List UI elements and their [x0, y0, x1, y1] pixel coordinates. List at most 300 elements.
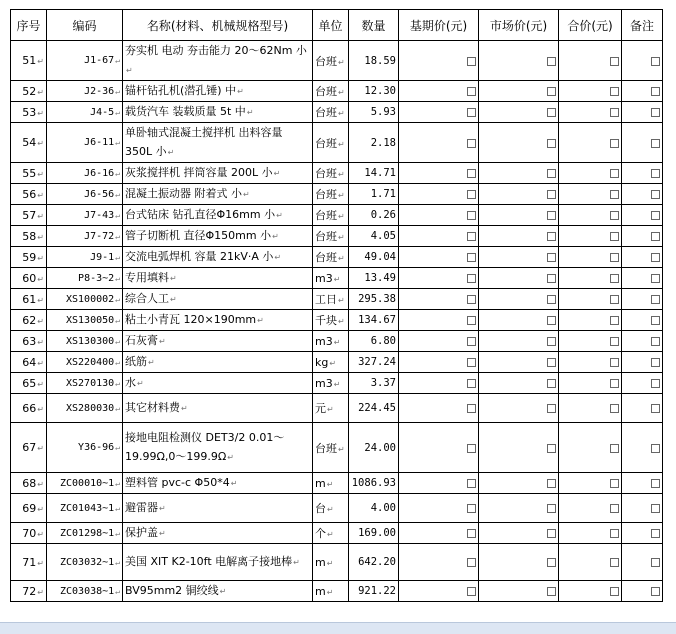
table-row — [11, 523, 663, 544]
cell-base-price[interactable] — [399, 423, 479, 473]
cell-no — [11, 163, 47, 184]
cell-no — [11, 373, 47, 394]
return-mark-icon: ↵ — [115, 138, 120, 147]
return-mark-icon: ↵ — [338, 170, 345, 179]
cell-unit — [313, 544, 349, 581]
cell-market-price[interactable] — [479, 163, 559, 184]
cell-base-price[interactable] — [399, 205, 479, 226]
return-mark-icon: ↵ — [237, 87, 244, 96]
cell-no-text: 52 — [22, 84, 37, 98]
cell-base-price[interactable] — [399, 473, 479, 494]
empty-field-box-icon — [467, 211, 476, 220]
cell-qty-text: 18.59 — [364, 54, 396, 67]
cell-code-text: J7-43 — [84, 209, 115, 221]
cell-base-price[interactable] — [399, 226, 479, 247]
cell-market-price[interactable] — [479, 394, 559, 423]
cell-qty-text: 921.22 — [358, 585, 396, 597]
empty-field-box-icon — [547, 139, 556, 148]
return-mark-icon: ↵ — [338, 254, 345, 263]
cell-market-price[interactable] — [479, 81, 559, 102]
return-mark-icon: ↵ — [333, 337, 341, 347]
cell-unit — [313, 310, 349, 331]
cell-no — [11, 81, 47, 102]
return-mark-icon: ↵ — [37, 316, 44, 326]
cell-remark[interactable] — [622, 102, 663, 123]
empty-field-box-icon — [651, 316, 660, 325]
cell-name — [123, 373, 313, 394]
cell-base-price[interactable] — [399, 102, 479, 123]
cell-total[interactable] — [559, 352, 622, 373]
cell-qty — [349, 41, 399, 81]
cell-base-price[interactable] — [399, 523, 479, 544]
empty-field-box-icon — [467, 404, 476, 413]
cell-qty — [349, 394, 399, 423]
cell-no-text: 58 — [22, 229, 37, 243]
table-row — [11, 205, 663, 226]
cell-base-price[interactable] — [399, 41, 479, 81]
cell-market-price[interactable] — [479, 205, 559, 226]
cell-remark[interactable] — [622, 184, 663, 205]
cell-base-price[interactable] — [399, 373, 479, 394]
empty-field-box-icon — [610, 108, 619, 117]
empty-field-box-icon — [547, 337, 556, 346]
cell-name — [123, 268, 313, 289]
return-mark-icon: ↵ — [159, 337, 166, 346]
empty-field-box-icon — [651, 404, 660, 413]
cell-unit — [313, 163, 349, 184]
cell-code-text: ZC03038~1 — [59, 585, 115, 597]
return-mark-icon: ↵ — [115, 273, 120, 283]
cell-remark[interactable] — [622, 423, 663, 473]
cell-name — [123, 544, 313, 581]
cell-remark[interactable] — [622, 268, 663, 289]
cell-no — [11, 289, 47, 310]
return-mark-icon: ↵ — [333, 379, 341, 389]
return-mark-icon: ↵ — [115, 168, 120, 178]
empty-field-box-icon — [547, 316, 556, 325]
empty-field-box-icon — [610, 295, 619, 304]
cell-unit-text: m — [315, 584, 326, 598]
empty-field-box-icon — [467, 190, 476, 199]
cell-total[interactable] — [559, 523, 622, 544]
table-row — [11, 581, 663, 602]
cell-base-price[interactable] — [399, 331, 479, 352]
return-mark-icon: ↵ — [37, 87, 44, 97]
cell-name — [123, 163, 313, 184]
return-mark-icon: ↵ — [37, 253, 44, 263]
cell-no — [11, 205, 47, 226]
cell-no-text: 72 — [22, 584, 37, 598]
cell-unit — [313, 423, 349, 473]
cell-code — [47, 247, 123, 268]
empty-field-box-icon — [547, 587, 556, 596]
cell-total[interactable] — [559, 423, 622, 473]
cell-remark[interactable] — [622, 581, 663, 602]
empty-field-box-icon — [651, 587, 660, 596]
cell-total[interactable] — [559, 205, 622, 226]
cell-name — [123, 102, 313, 123]
cell-code — [47, 423, 123, 473]
empty-field-box-icon — [467, 504, 476, 513]
header-row — [11, 10, 663, 41]
cell-qty — [349, 81, 399, 102]
cell-remark[interactable] — [622, 473, 663, 494]
empty-field-box-icon — [610, 211, 619, 220]
cell-unit-text: m3 — [315, 334, 333, 348]
return-mark-icon: ↵ — [338, 212, 345, 221]
cell-qty-text: 295.38 — [358, 293, 396, 305]
return-mark-icon: ↵ — [115, 403, 120, 413]
cell-remark[interactable] — [622, 352, 663, 373]
cell-name — [123, 184, 313, 205]
cell-no — [11, 352, 47, 373]
empty-field-box-icon — [651, 87, 660, 96]
cell-total[interactable] — [559, 226, 622, 247]
cell-remark[interactable] — [622, 205, 663, 226]
return-mark-icon: ↵ — [115, 586, 120, 596]
cell-name — [123, 494, 313, 523]
cell-code — [47, 494, 123, 523]
cell-remark[interactable] — [622, 494, 663, 523]
return-mark-icon: ↵ — [274, 253, 282, 262]
cell-qty-text: 1.71 — [370, 188, 396, 200]
return-mark-icon: ↵ — [257, 316, 264, 325]
cell-total[interactable] — [559, 41, 622, 81]
cell-market-price[interactable] — [479, 423, 559, 473]
cell-base-price[interactable] — [399, 289, 479, 310]
cell-qty — [349, 331, 399, 352]
cell-no-text: 60 — [22, 271, 37, 285]
cell-base-price[interactable] — [399, 247, 479, 268]
cell-qty — [349, 247, 399, 268]
cell-code-text: XS130050 — [66, 314, 115, 326]
return-mark-icon: ↵ — [170, 274, 177, 283]
cell-no — [11, 331, 47, 352]
header-code: 编码 — [47, 10, 123, 41]
cell-unit — [313, 289, 349, 310]
cell-remark[interactable] — [622, 123, 663, 163]
cell-market-price[interactable] — [479, 494, 559, 523]
empty-field-box-icon — [610, 274, 619, 283]
cell-code — [47, 473, 123, 494]
empty-field-box-icon — [651, 444, 660, 453]
cell-name-text: 锚杆钻孔机(潜孔锤) 中 — [125, 84, 237, 97]
empty-field-box-icon — [467, 232, 476, 241]
cell-market-price[interactable] — [479, 123, 559, 163]
cell-market-price[interactable] — [479, 102, 559, 123]
cell-name-text: 综合人工 — [125, 292, 169, 305]
empty-field-box-icon — [467, 108, 476, 117]
return-mark-icon: ↵ — [37, 169, 44, 179]
return-mark-icon: ↵ — [170, 295, 177, 304]
cell-base-price[interactable] — [399, 123, 479, 163]
empty-field-box-icon — [610, 529, 619, 538]
return-mark-icon: ↵ — [327, 530, 334, 539]
return-mark-icon: ↵ — [329, 358, 337, 368]
cell-total[interactable] — [559, 494, 622, 523]
cell-market-price[interactable] — [479, 268, 559, 289]
cell-name — [123, 205, 313, 226]
cell-no — [11, 494, 47, 523]
return-mark-icon: ↵ — [115, 231, 120, 241]
cell-name — [123, 226, 313, 247]
cell-qty-text: 134.67 — [358, 314, 396, 326]
cell-no-text: 66 — [22, 401, 37, 415]
cell-no — [11, 581, 47, 602]
return-mark-icon: ↵ — [137, 379, 144, 388]
return-mark-icon: ↵ — [338, 57, 345, 67]
cell-qty — [349, 102, 399, 123]
return-mark-icon: ↵ — [37, 529, 44, 539]
empty-field-box-icon — [610, 479, 619, 488]
cell-market-price[interactable] — [479, 581, 559, 602]
cell-market-price[interactable] — [479, 289, 559, 310]
cell-code — [47, 41, 123, 81]
cell-qty-text: 5.93 — [370, 106, 396, 118]
cell-total[interactable] — [559, 184, 622, 205]
return-mark-icon: ↵ — [37, 558, 44, 568]
cell-market-price[interactable] — [479, 352, 559, 373]
cell-market-price[interactable] — [479, 310, 559, 331]
cell-name-text: 塑料管 pvc-c Φ50*4 — [125, 476, 230, 489]
cell-no-text: 70 — [22, 526, 37, 540]
cell-unit-text: 台班 — [315, 85, 337, 98]
cell-total[interactable] — [559, 394, 622, 423]
cell-qty — [349, 268, 399, 289]
cell-remark[interactable] — [622, 373, 663, 394]
cell-no — [11, 423, 47, 473]
cell-total[interactable] — [559, 268, 622, 289]
cell-code-text: ZC03032~1 — [59, 556, 115, 568]
cell-unit-text: 台班 — [315, 136, 337, 150]
cell-qty — [349, 123, 399, 163]
cell-qty-text: 169.00 — [358, 527, 396, 539]
cell-base-price[interactable] — [399, 268, 479, 289]
cell-no — [11, 184, 47, 205]
cell-base-price[interactable] — [399, 394, 479, 423]
return-mark-icon: ↵ — [37, 190, 44, 200]
cell-remark[interactable] — [622, 247, 663, 268]
cell-total[interactable] — [559, 310, 622, 331]
cell-market-price[interactable] — [479, 41, 559, 81]
empty-field-box-icon — [610, 337, 619, 346]
empty-field-box-icon — [651, 274, 660, 283]
cell-base-price[interactable] — [399, 494, 479, 523]
cell-qty-text: 3.37 — [370, 377, 396, 389]
cell-unit-text: 台班 — [315, 106, 337, 119]
cell-remark[interactable] — [622, 394, 663, 423]
cell-remark[interactable] — [622, 41, 663, 81]
empty-field-box-icon — [547, 504, 556, 513]
empty-field-box-icon — [467, 379, 476, 388]
table-row — [11, 423, 663, 473]
empty-field-box-icon — [651, 169, 660, 178]
table-row — [11, 331, 663, 352]
return-mark-icon: ↵ — [115, 252, 120, 262]
cell-market-price[interactable] — [479, 331, 559, 352]
cell-code — [47, 331, 123, 352]
return-mark-icon: ↵ — [276, 211, 283, 220]
cell-name-text: 水 — [125, 376, 136, 389]
cell-base-price[interactable] — [399, 581, 479, 602]
cell-unit-text: 千块 — [315, 314, 337, 327]
cell-total[interactable] — [559, 81, 622, 102]
empty-field-box-icon — [547, 253, 556, 262]
empty-field-box-icon — [467, 479, 476, 488]
empty-field-box-icon — [467, 316, 476, 325]
empty-field-box-icon — [467, 295, 476, 304]
return-mark-icon: ↵ — [115, 357, 120, 367]
cell-base-price[interactable] — [399, 544, 479, 581]
cell-remark[interactable] — [622, 331, 663, 352]
cell-code-text: Y36-96 — [78, 442, 115, 453]
return-mark-icon: ↵ — [37, 587, 44, 597]
empty-field-box-icon — [651, 57, 660, 66]
cell-market-price[interactable] — [479, 523, 559, 544]
cell-name — [123, 123, 313, 163]
cell-remark[interactable] — [622, 544, 663, 581]
cell-name-text: 纸筋 — [125, 355, 147, 368]
cell-qty-text: 642.20 — [358, 556, 396, 568]
empty-field-box-icon — [651, 479, 660, 488]
table-row — [11, 394, 663, 423]
cell-market-price[interactable] — [479, 184, 559, 205]
cell-remark[interactable] — [622, 310, 663, 331]
cell-qty-text: 224.45 — [358, 402, 396, 414]
return-mark-icon: ↵ — [115, 557, 120, 567]
empty-field-box-icon — [610, 587, 619, 596]
cell-base-price[interactable] — [399, 163, 479, 184]
return-mark-icon: ↵ — [37, 139, 44, 148]
cell-name-text: 台式钻床 钻孔直径Φ16mm 小 — [125, 208, 276, 221]
empty-field-box-icon — [547, 274, 556, 283]
cell-name-text: 保护盖 — [125, 526, 158, 539]
cell-unit — [313, 373, 349, 394]
cell-total[interactable] — [559, 544, 622, 581]
return-mark-icon: ↵ — [37, 57, 44, 66]
cell-total[interactable] — [559, 331, 622, 352]
empty-field-box-icon — [610, 87, 619, 96]
cell-total[interactable] — [559, 289, 622, 310]
empty-field-box-icon — [651, 211, 660, 220]
cell-market-price[interactable] — [479, 544, 559, 581]
empty-field-box-icon — [547, 295, 556, 304]
cell-remark[interactable] — [622, 163, 663, 184]
cell-qty-text: 327.24 — [358, 356, 396, 368]
header-name: 名称(材料、机械规格型号) — [123, 10, 313, 41]
return-mark-icon: ↵ — [37, 444, 44, 453]
empty-field-box-icon — [610, 358, 619, 367]
cell-unit-text: 元 — [315, 402, 326, 415]
return-mark-icon: ↵ — [115, 528, 120, 538]
cell-qty — [349, 289, 399, 310]
cell-name — [123, 352, 313, 373]
cell-total[interactable] — [559, 581, 622, 602]
cell-qty-text: 4.00 — [370, 502, 396, 514]
return-mark-icon: ↵ — [326, 479, 334, 489]
return-mark-icon: ↵ — [338, 139, 345, 149]
cell-total[interactable] — [559, 473, 622, 494]
cell-base-price[interactable] — [399, 352, 479, 373]
return-mark-icon: ↵ — [338, 191, 345, 200]
cell-name-text: 接地电阻检测仪 DET3/2 0.01～19.99Ω,0～199.9Ω — [125, 431, 285, 463]
cell-unit — [313, 394, 349, 423]
cell-code — [47, 81, 123, 102]
cell-market-price[interactable] — [479, 373, 559, 394]
cell-base-price[interactable] — [399, 81, 479, 102]
cell-market-price[interactable] — [479, 247, 559, 268]
cell-code-text: XS280030 — [66, 402, 115, 414]
table-row — [11, 289, 663, 310]
cell-unit-text: 台班 — [315, 251, 337, 264]
cell-no — [11, 523, 47, 544]
cell-unit — [313, 41, 349, 81]
cell-market-price[interactable] — [479, 473, 559, 494]
cell-unit-text: 台 — [315, 502, 326, 515]
cell-market-price[interactable] — [479, 226, 559, 247]
empty-field-box-icon — [467, 139, 476, 148]
empty-field-box-icon — [651, 358, 660, 367]
cell-unit-text: 个 — [315, 527, 326, 540]
cell-total[interactable] — [559, 123, 622, 163]
cell-qty — [349, 226, 399, 247]
return-mark-icon: ↵ — [37, 358, 44, 368]
cell-qty — [349, 352, 399, 373]
cell-code-text: J9-1 — [90, 251, 115, 263]
table-row — [11, 102, 663, 123]
window-bottom-edge — [0, 622, 676, 634]
cell-base-price[interactable] — [399, 184, 479, 205]
empty-field-box-icon — [547, 108, 556, 117]
return-mark-icon: ↵ — [37, 232, 44, 242]
header-qty: 数量 — [349, 10, 399, 41]
cell-total[interactable] — [559, 102, 622, 123]
cell-no-text: 57 — [22, 208, 37, 222]
empty-field-box-icon — [547, 232, 556, 241]
cell-no-text: 54 — [22, 136, 37, 149]
cell-name — [123, 331, 313, 352]
cell-qty — [349, 544, 399, 581]
cell-name-text: 管子切断机 直径Φ150mm 小 — [125, 229, 272, 242]
cell-code-text: J4-5 — [90, 106, 115, 118]
cell-code — [47, 184, 123, 205]
cell-remark[interactable] — [622, 226, 663, 247]
cell-total[interactable] — [559, 163, 622, 184]
cell-total[interactable] — [559, 247, 622, 268]
cell-unit-text: 台班 — [315, 441, 337, 455]
cell-code-text: J1-67 — [84, 55, 115, 66]
cell-qty-text: 4.05 — [370, 230, 396, 242]
cell-remark[interactable] — [622, 289, 663, 310]
cell-base-price[interactable] — [399, 310, 479, 331]
empty-field-box-icon — [547, 558, 556, 567]
cell-no — [11, 544, 47, 581]
return-mark-icon: ↵ — [37, 337, 44, 347]
empty-field-box-icon — [610, 139, 619, 148]
cell-name — [123, 81, 313, 102]
header-unit: 单位 — [313, 10, 349, 41]
empty-field-box-icon — [610, 316, 619, 325]
cell-remark[interactable] — [622, 523, 663, 544]
cell-no — [11, 247, 47, 268]
return-mark-icon: ↵ — [338, 296, 345, 305]
cell-name — [123, 247, 313, 268]
cell-no-text: 51 — [22, 54, 37, 67]
cell-unit — [313, 102, 349, 123]
return-mark-icon: ↵ — [327, 405, 334, 414]
cell-total[interactable] — [559, 373, 622, 394]
cell-remark[interactable] — [622, 81, 663, 102]
